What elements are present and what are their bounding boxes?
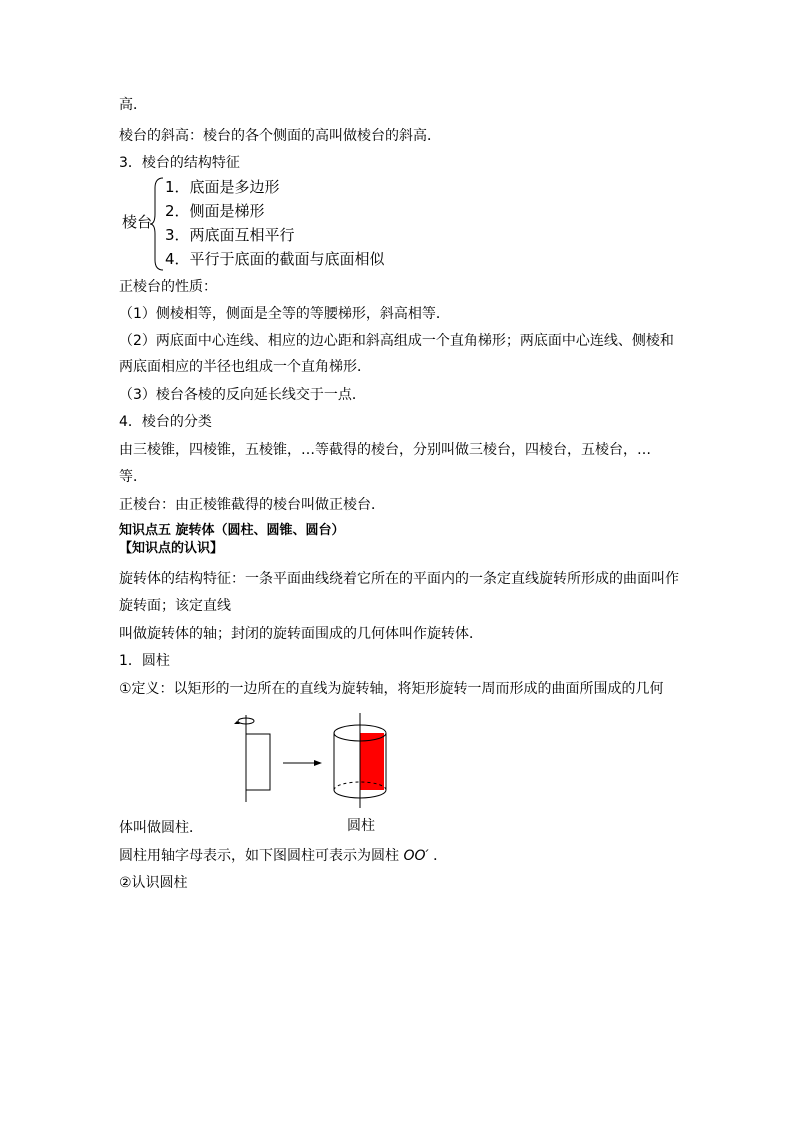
section-heading: 3．棱台的结构特征 <box>119 155 240 171</box>
text-line: 正棱台的性质： <box>119 279 217 295</box>
text-line: 旋转体的结构特征：一条平面曲线绕着它所在的平面内的一条定直线旋转所形成的曲面叫作 <box>119 571 679 587</box>
rotating-rectangle-section <box>360 733 384 790</box>
section-heading: 1．圆柱 <box>119 653 170 669</box>
text-line: 两底面相应的半径也组成一个直角梯形． <box>119 359 371 375</box>
text-line: （3）棱台各棱的反向延长线交于一点． <box>119 387 366 403</box>
section-title: 知识点五 旋转体（圆柱、圆锥、圆台） <box>119 523 345 538</box>
text-line: 体叫做圆柱． <box>119 820 203 836</box>
cylinder-rotation-figure <box>225 710 405 830</box>
structure-items <box>165 176 385 272</box>
text-fragment: 圆柱用轴字母表示，如下图圆柱可表示为圆柱 <box>119 848 404 864</box>
structure-item: 3．两底面互相平行 <box>165 226 295 244</box>
rectangle-with-axis <box>234 715 270 802</box>
math-variable: OO′ <box>403 848 429 864</box>
right-arrow-icon <box>283 760 322 766</box>
text-line: （2）两底面中心连线、相应的边心距和斜高组成一个直角梯形；两底面中心连线、侧棱和 <box>119 333 674 349</box>
brace-icon <box>149 176 165 272</box>
text-line: ①定义：以矩形的一边所在的直线为旋转轴，将矩形旋转一周而形成的曲面所围成的几何 <box>119 681 664 697</box>
text-line: 正棱台：由正棱锥截得的棱台叫做正棱台． <box>119 497 385 513</box>
structure-diagram <box>119 176 439 274</box>
structure-item: 1．底面是多边形 <box>165 178 280 196</box>
text-line: 高． <box>119 97 147 113</box>
structure-item: 2．侧面是梯形 <box>165 202 265 220</box>
text-line: 等． <box>119 469 147 485</box>
section-heading: 4．棱台的分类 <box>119 414 212 430</box>
text-line: 由三棱锥，四棱锥，五棱锥，…等截得的棱台，分别叫做三棱台，四棱台，五棱台，… <box>119 442 651 458</box>
text-line: 棱台的斜高：棱台的各个侧面的高叫做棱台的斜高． <box>119 128 441 144</box>
structure-item: 4．平行于底面的截面与底面相似 <box>165 250 385 268</box>
cylinder-shape <box>334 713 386 808</box>
text-line: 旋转面；该定直线 <box>119 598 231 614</box>
figure-caption: 圆柱 <box>347 818 375 834</box>
text-fragment: ． <box>428 848 448 864</box>
structure-label: 棱台 <box>122 213 153 231</box>
text-line: （1）侧棱相等，侧面是全等的等腰梯形，斜高相等． <box>119 306 450 322</box>
section-heading: ②认识圆柱 <box>119 875 188 891</box>
text-line: 叫做旋转体的轴；封闭的旋转面围成的几何体叫作旋转体． <box>119 626 483 642</box>
section-subtitle: 【知识点的认识】 <box>119 541 224 556</box>
text-line <box>119 847 447 865</box>
